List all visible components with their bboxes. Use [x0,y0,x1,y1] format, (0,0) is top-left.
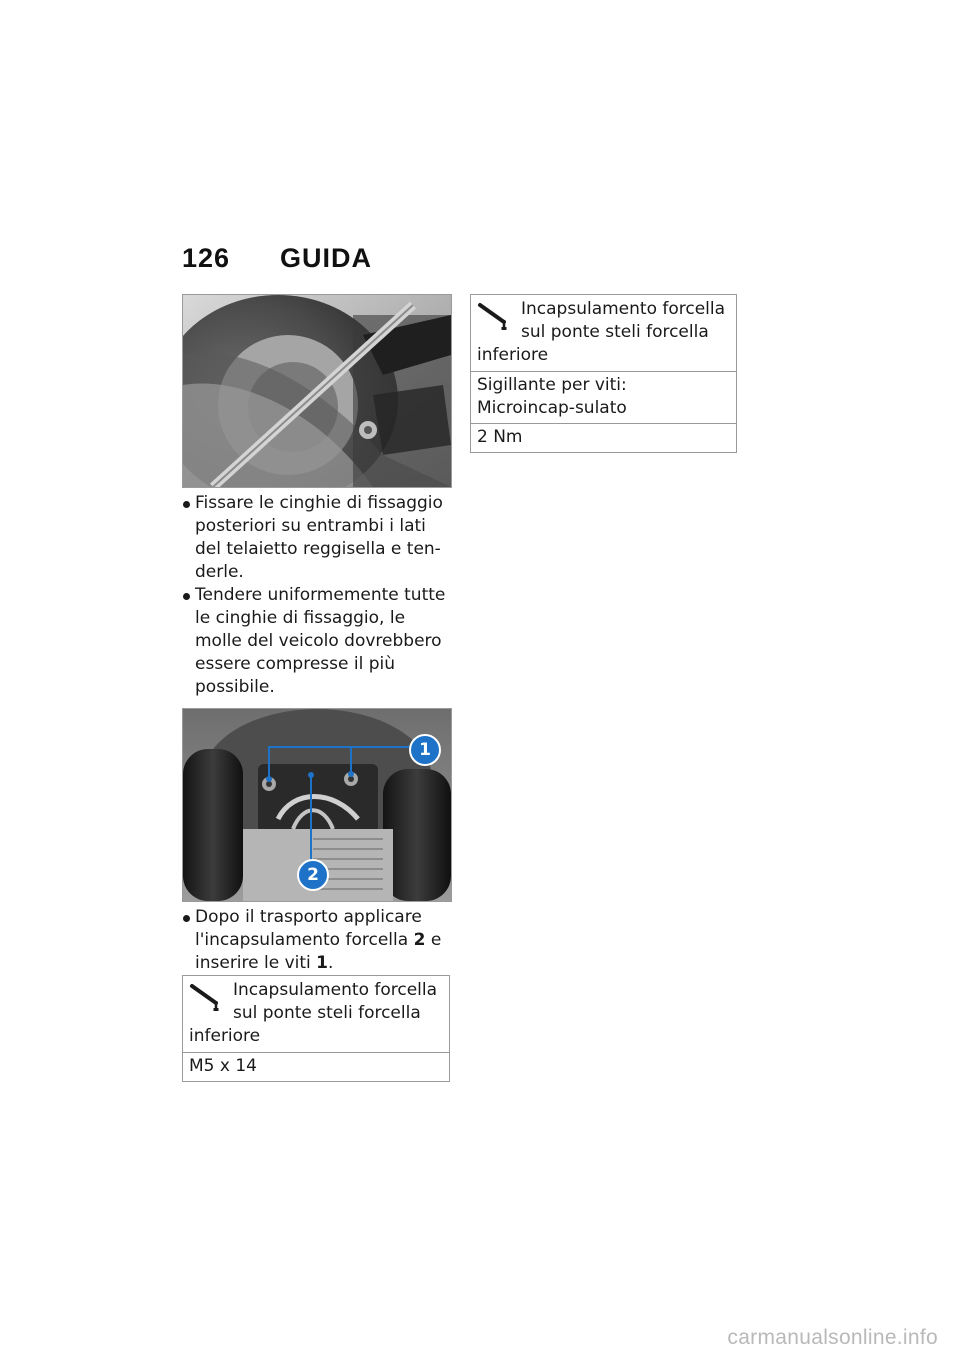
spec-row: Sigillante per viti: Microincap-sulato [471,371,736,423]
spec-title-line1: Incapsulamento forcella [233,980,438,1000]
spec-title-line3: inferiore [189,1026,261,1046]
list-item: Tendere uniformemente tutte le cinghie di fissaggio, le molle del veicolo dovrebbero essere compresse il più possibile. [182,584,452,699]
torque-wrench-icon [477,301,513,331]
motorcycle-rear-strap-photo [183,295,451,487]
torque-wrench-icon [189,982,225,1012]
spec-title-line2: sul ponte steli forcella [521,322,709,342]
spec-title-line1: Incapsulamento forcella [521,299,726,319]
spec-title-line3: inferiore [477,345,549,365]
spec-title-line2: sul ponte steli forcella [233,1003,421,1023]
spec-row: M5 x 14 [183,1052,449,1081]
list-item: Fissare le cinghie di fissaggio posteriori su entrambi i lati del telaietto reggisella e ten-derle. [182,492,452,584]
instruction-list-1 [182,492,452,699]
text-c: . [328,953,334,973]
ref-a: 2 [413,930,426,950]
instruction-list-2 [182,906,452,975]
section-title: GUIDA [280,243,372,273]
page-header [182,243,442,279]
ref-b: 1 [316,953,329,973]
spec-header [471,295,736,371]
text-b: e inserire le viti [195,930,442,973]
spec-header [183,976,449,1052]
photo-rear-straps [182,294,452,488]
callout-1: 1 [409,734,441,766]
watermark: carmanualsonline.info [727,1326,938,1349]
spec-table-right [470,294,737,453]
photo-fork-cover [182,708,452,902]
list-item [182,906,452,975]
spec-row: 2 Nm [471,423,736,452]
callout-2: 2 [297,859,329,891]
spec-table-left [182,975,450,1082]
text-a: Dopo il trasporto applicare l'incapsulamento forcella [195,907,422,950]
page-number: 126 [182,243,231,273]
